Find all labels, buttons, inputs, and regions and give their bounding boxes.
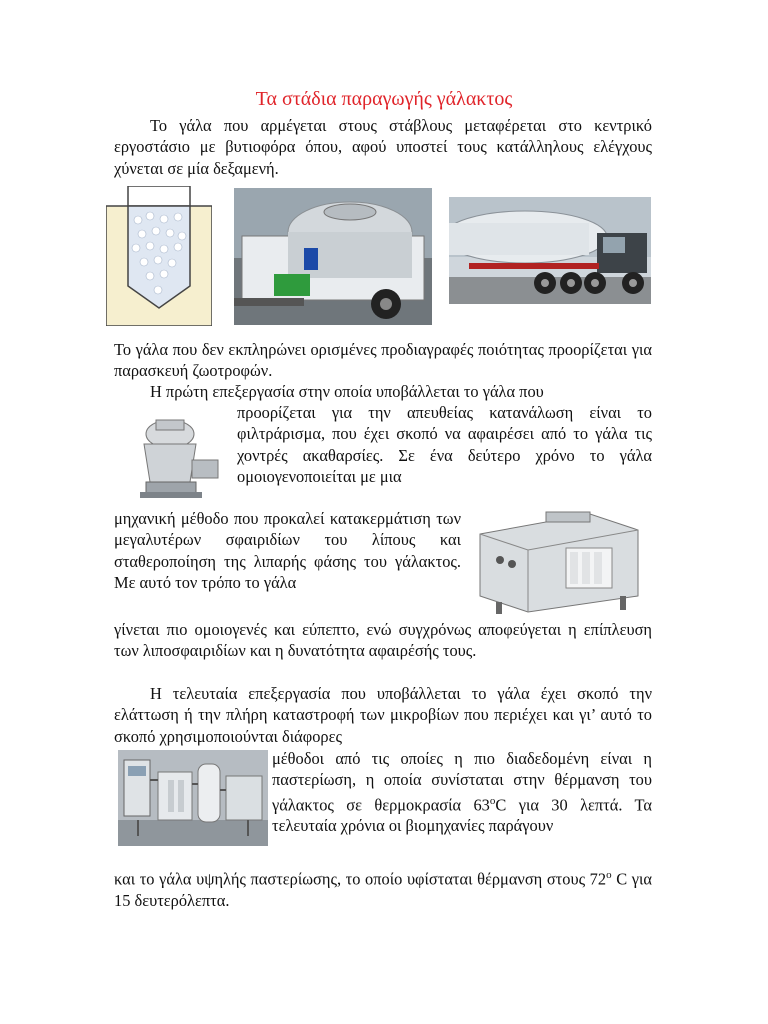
paragraph-processing-lead: Η πρώτη επεξεργασία στην οποία υποβάλλεται το γάλα που (150, 382, 544, 401)
high-pasteurization-text-a: και το γάλα υψηλής παστερίωσης, το οποίο υφίσταται θέρμανση στους 72 (114, 869, 607, 889)
degree-sign: ο (489, 794, 496, 807)
page-title: Τα στάδια παραγωγής γάλακτος (255, 88, 513, 110)
pasteurization-plant-image (118, 750, 268, 846)
homogenizer-image (470, 500, 650, 617)
milk-tanker-truck-image (449, 197, 651, 304)
degree-sign-2: ο (606, 869, 612, 881)
milk-separator-image (130, 412, 226, 500)
paragraph-homogenization: μηχανική μέθοδο που προκαλεί κατακερμάτιση των μεγαλυτέρων σφαιριδίων του λίπους και σταθεροποίηση της λιπαρής φάσης του γάλακτος. Με αυτό τον τρόπο το γάλα (114, 509, 461, 592)
paragraph-milk-transport: Το γάλα που αρμέγεται στους στάβλους μεταφέρεται στο κεντρικό εργοστάσιο με βυτιοφόρα όπου, αφού υποστεί τους κατάλληλους ελέγχους χύνεται σε μία δεξαμενή. (114, 116, 652, 178)
pasteurization-text-b: C για 30 λεπτά. Τα τελευταία χρόνια οι βιομηχανίες παράγουν (272, 795, 652, 836)
paragraph-microbial-treatment: Η τελευταία επεξεργασία που υποβάλλεται το γάλα έχει σκοπό την ελάττωση ή την πλήρη καταστροφή των μικροβίων που περιέχει και γι’ αυτό το σκοπό χρησιμοποιούνται διάφορες (114, 684, 652, 746)
paragraph-high-pasteurization (114, 865, 652, 911)
mobile-milk-tank-image (234, 188, 432, 325)
high-pasteurization-text-b: C για 15 δευτερόλεπτα. (114, 869, 652, 910)
paragraph-homogenization-result: γίνεται πιο ομοιογενές και εύπεπτο, ενώ συγχρόνως αποφεύγεται η επίπλευση των λιποσφαιριδίων και η δυνατότητα αφαιρέσής τους. (114, 620, 652, 661)
tank-diagram-image (106, 186, 212, 326)
paragraph-pasteurization (272, 748, 652, 837)
paragraph-filtering: προορίζεται για την απευθείας κατανάλωση είναι το φιλτράρισμα, που έχει σκοπό να αφαιρέσει από το γάλα τις χοντρές ακαθαρσίες. Σε ένα δεύτερο χρόνο το γάλα ομοιογενοποιείται με μια (237, 403, 652, 486)
pasteurization-text-a: μέθοδοι από τις οποίες η πιο διαδεδομένη είναι η παστερίωση, η οποία συνίσταται στην θέρμανση του γάλακτος σε θερμοκρασία 63 (272, 749, 652, 815)
paragraph-quality-rejection: Το γάλα που δεν εκπληρώνει ορισμένες προδιαγραφές ποιότητας προορίζεται για παρασκευή ζωοτροφών. (114, 340, 652, 381)
